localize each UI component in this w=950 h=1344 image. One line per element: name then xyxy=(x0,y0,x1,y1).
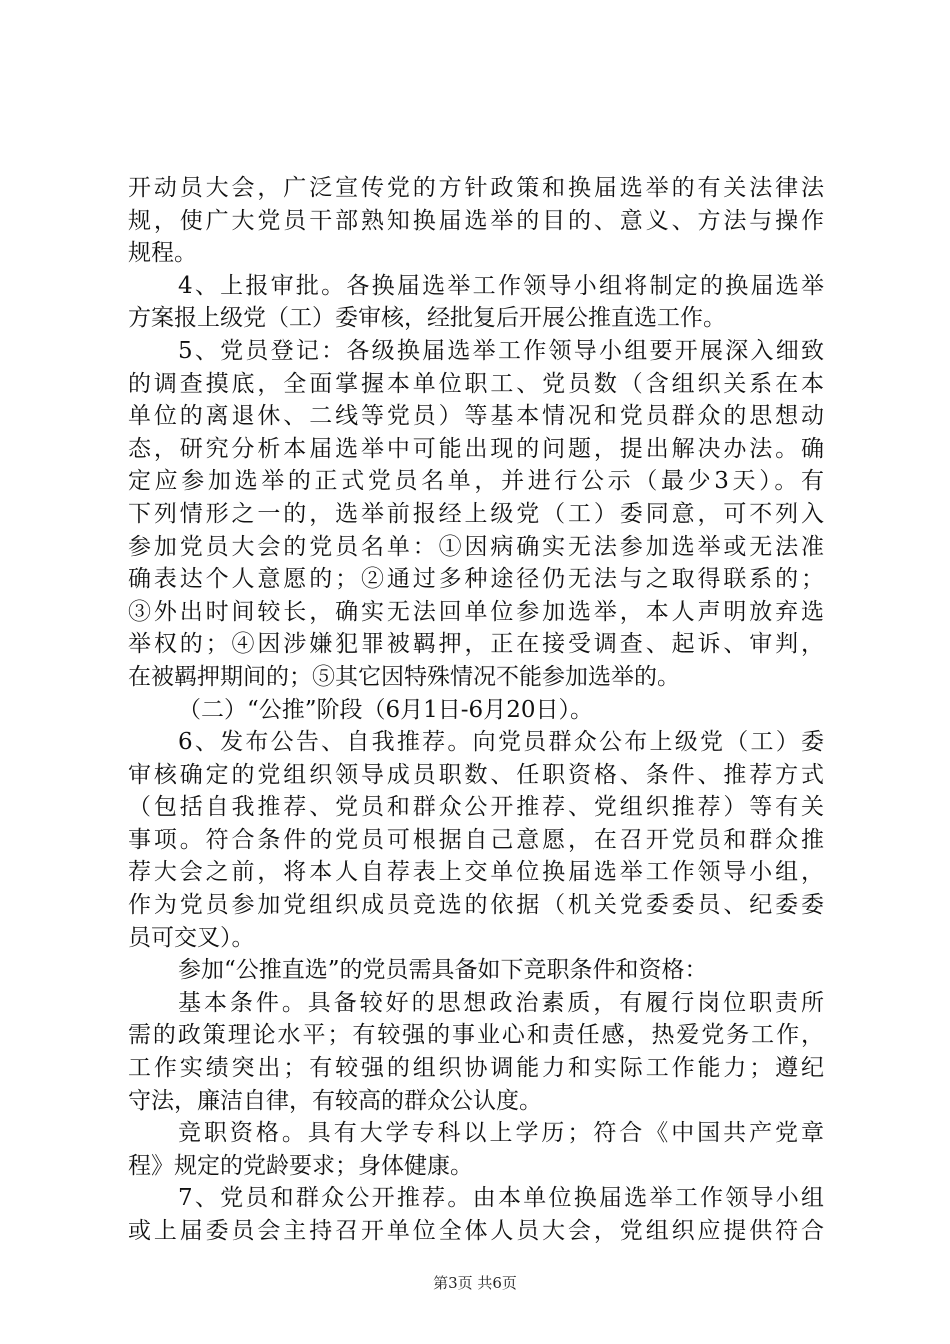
text-line: 下列情形之一的，选举前报经上级党（工）委同意，可不列入 xyxy=(128,500,824,527)
text-line: 基本条件。具备较好的思想政治素质，有履行岗位职责所 xyxy=(178,989,824,1016)
text-line: 作为党员参加党组织成员竞选的依据（机关党委委员、纪委委 xyxy=(128,892,824,919)
text-line: 举权的；④因涉嫌犯罪被羁押，正在接受调查、起诉、审判， xyxy=(128,631,824,658)
text-line: 工作实绩突出；有较强的组织协调能力和实际工作能力；遵纪 xyxy=(128,1055,824,1082)
text-line: 6、发布公告、自我推荐。向党员群众公布上级党（工）委 xyxy=(178,729,824,756)
text-line: 需的政策理论水平；有较强的事业心和责任感，热爱党务工作， xyxy=(128,1022,824,1049)
text-line: 态，研究分析本届选举中可能出现的问题，提出解决办法。确 xyxy=(128,435,824,462)
text-line: 守法，廉洁自律，有较高的群众公认度。 xyxy=(128,1087,542,1114)
text-line: （二）“公推”阶段（6月1日-6月20日）。 xyxy=(178,696,593,723)
text-line: 方案报上级党（工）委审核，经批复后开展公推直选工作。 xyxy=(128,305,726,332)
text-line: 或上届委员会主持召开单位全体人员大会，党组织应提供符合 xyxy=(128,1218,824,1244)
text-line: （包括自我推荐、党员和群众公开推荐、党组织推荐）等有关 xyxy=(128,794,824,821)
text-line: 4、上报审批。各换届选举工作领导小组将制定的换届选举 xyxy=(178,272,824,299)
page-footer: 第3页 共6页 xyxy=(433,1274,517,1292)
text-line: 确表达个人意愿的；②通过多种途径仍无法与之取得联系的； xyxy=(128,566,824,593)
text-line: 的调查摸底，全面掌握本单位职工、党员数（含组织关系在本 xyxy=(128,370,824,397)
text-line: 开动员大会，广泛宣传党的方针政策和换届选举的有关法律法 xyxy=(128,175,824,201)
text-line: 单位的离退休、二线等党员）等基本情况和党员群众的思想动 xyxy=(128,403,824,430)
text-line: 规，使广大党员干部熟知换届选举的目的、意义、方法与操作 xyxy=(128,207,824,234)
text-line: 规程。 xyxy=(128,240,197,267)
text-line: 参加“公推直选”的党员需具备如下竞职条件和资格： xyxy=(178,957,708,984)
text-line: 竞职资格。具有大学专科以上学历；符合《中国共产党章 xyxy=(178,1120,824,1147)
text-line: 定应参加选举的正式党员名单，并进行公示（最少3天）。有 xyxy=(128,468,824,495)
text-line: 荐大会之前，将本人自荐表上交单位换届选举工作领导小组， xyxy=(128,859,824,886)
document-body xyxy=(128,172,824,1248)
text-line: 7、党员和群众公开推荐。由本单位换届选举工作领导小组 xyxy=(178,1185,824,1212)
text-line: 审核确定的党组织领导成员职数、任职资格、条件、推荐方式 xyxy=(128,761,824,788)
text-line: 事项。符合条件的党员可根据自己意愿，在召开党员和群众推 xyxy=(128,826,824,853)
text-line: 在被羁押期间的；⑤其它因特殊情况不能参加选举的。 xyxy=(128,663,680,690)
text-line: 5、党员登记：各级换届选举工作领导小组要开展深入细致 xyxy=(178,337,824,364)
text-line: ③外出时间较长，确实无法回单位参加选举，本人声明放弃选 xyxy=(128,598,824,625)
text-line: 参加党员大会的党员名单：①因病确实无法参加选举或无法准 xyxy=(128,533,824,560)
text-line: 程》规定的党龄要求；身体健康。 xyxy=(128,1152,473,1179)
text-line: 员可交叉）。 xyxy=(128,924,255,951)
